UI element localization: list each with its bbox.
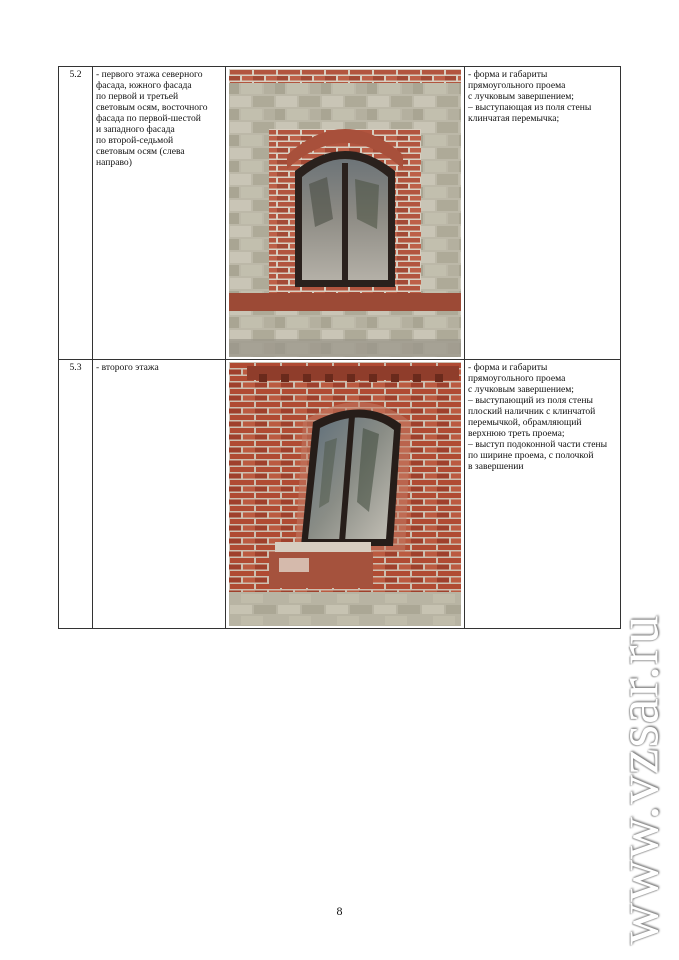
description-line: по первой и третьей bbox=[96, 91, 179, 102]
watermark-text: www.vzsar.ru bbox=[605, 613, 671, 945]
page-number: 8 bbox=[336, 904, 343, 918]
requirement-line: прямоугольного проема bbox=[468, 80, 566, 91]
description-line: световым осям, восточного bbox=[96, 102, 208, 113]
description-line: и западного фасада bbox=[96, 124, 175, 135]
table-row bbox=[59, 360, 621, 629]
description-line: - первого этажа северного bbox=[96, 69, 203, 80]
window-photo-second-floor-icon bbox=[229, 362, 461, 626]
description-cell bbox=[93, 67, 226, 360]
description-line: световым осям (слева bbox=[96, 146, 185, 157]
photo-cell bbox=[226, 360, 465, 629]
requirement-line: перемычкой, обрамляющий bbox=[468, 417, 582, 428]
description-line: фасада по первой-шестой bbox=[96, 113, 201, 124]
requirement-line: - форма и габариты bbox=[468, 362, 548, 373]
requirement-line: прямоугольного проема bbox=[468, 373, 566, 384]
description-line: направо) bbox=[96, 157, 132, 168]
table-row bbox=[59, 67, 621, 360]
row-number: 5.3 bbox=[69, 362, 82, 373]
description-line: фасада, южного фасада bbox=[96, 80, 192, 91]
description-line: - второго этажа bbox=[96, 362, 159, 373]
requirement-line: - форма и габариты bbox=[468, 69, 548, 80]
requirement-line: с лучковым завершением; bbox=[468, 91, 574, 102]
requirements-cell bbox=[465, 67, 621, 360]
photo-cell bbox=[226, 67, 465, 360]
watermark bbox=[600, 614, 676, 944]
requirement-line: клинчатая перемычка; bbox=[468, 113, 560, 124]
description-line: по второй-седьмой bbox=[96, 135, 174, 146]
requirement-line: плоский наличник с клинчатой bbox=[468, 406, 596, 417]
row-number-cell bbox=[59, 67, 93, 360]
requirement-line: – выступ подоконной части стены bbox=[468, 439, 608, 450]
requirement-line: – выступающая из поля стены bbox=[468, 102, 592, 113]
requirement-line: верхнюю треть проема; bbox=[468, 428, 565, 439]
requirement-line: в завершении bbox=[468, 461, 524, 472]
row-number: 5.2 bbox=[69, 69, 82, 80]
requirements-cell bbox=[465, 360, 621, 629]
requirement-line: с лучковым завершением; bbox=[468, 384, 574, 395]
description-cell bbox=[93, 360, 226, 629]
row-number-cell bbox=[59, 360, 93, 629]
requirement-line: – выступающий из поля стены bbox=[468, 395, 593, 406]
requirements-table bbox=[58, 66, 621, 629]
window-photo-first-floor-icon bbox=[229, 69, 461, 357]
requirement-line: по ширине проема, с полочкой bbox=[468, 450, 594, 461]
